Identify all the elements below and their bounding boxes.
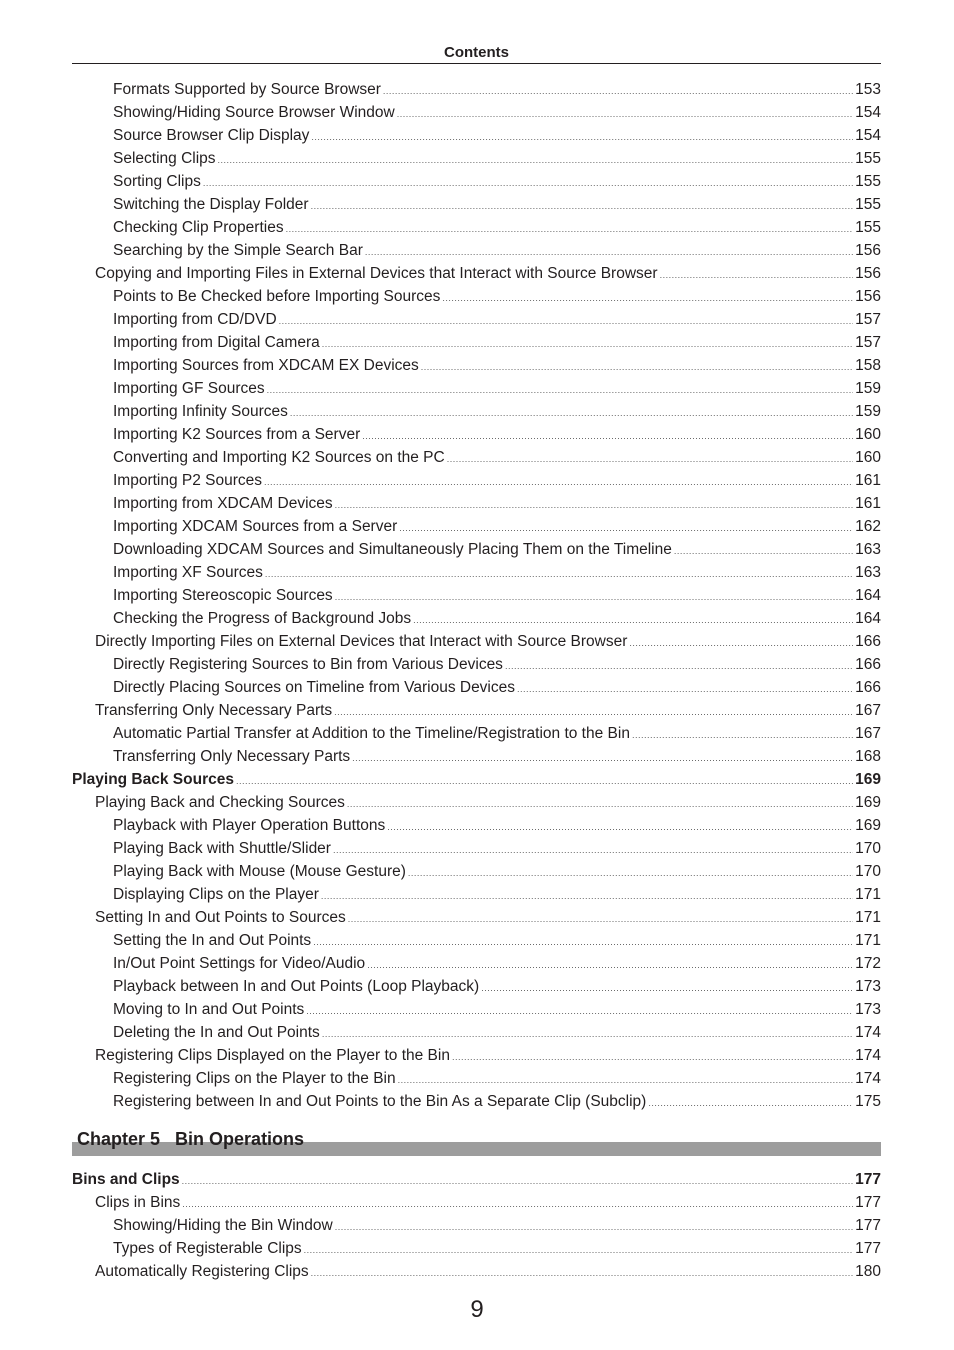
toc-topic-entry[interactable]: [72, 308, 881, 331]
toc-entry-page: 168: [855, 748, 881, 765]
dot-leader: [311, 126, 853, 149]
toc-entry-title: Showing/Hiding the Bin Window: [113, 1217, 333, 1234]
toc-topic-entry[interactable]: [72, 745, 881, 768]
dot-leader: [365, 241, 853, 264]
toc-section-entry[interactable]: [72, 768, 881, 791]
toc-entry-title: Bins and Clips: [72, 1171, 180, 1188]
toc-entry-page: 160: [855, 426, 881, 443]
header-rule: [72, 63, 881, 64]
dot-leader: [383, 80, 853, 103]
toc-entry-title: Importing Sources from XDCAM EX Devices: [113, 357, 419, 374]
toc-topic-entry[interactable]: [72, 1021, 881, 1044]
dot-leader: [408, 862, 853, 885]
toc-topic-entry[interactable]: [72, 423, 881, 446]
toc-entry-title: Displaying Clips on the Player: [113, 886, 319, 903]
toc-entry-page: 162: [855, 518, 881, 535]
dot-leader: [304, 1239, 853, 1262]
toc-entry-title: Moving to In and Out Points: [113, 1001, 305, 1018]
toc-entry-page: 173: [855, 978, 881, 995]
toc-entry-page: 157: [855, 311, 881, 328]
toc-entry-page: 155: [855, 150, 881, 167]
toc-subsection-entry[interactable]: [72, 699, 881, 722]
dot-leader: [452, 1046, 853, 1069]
toc-entry-title: Directly Registering Sources to Bin from Various Devices: [113, 656, 503, 673]
toc-entry-title: Importing from CD/DVD: [113, 311, 277, 328]
toc-topic-entry[interactable]: [72, 285, 881, 308]
toc-topic-entry[interactable]: [72, 446, 881, 469]
toc-entry-title: Searching by the Simple Search Bar: [113, 242, 363, 259]
toc-topic-entry[interactable]: [72, 814, 881, 837]
toc-topic-entry[interactable]: [72, 1090, 881, 1113]
dot-leader: [674, 540, 853, 563]
dot-leader: [333, 839, 853, 862]
dot-leader: [182, 1170, 853, 1193]
toc-subsection-entry[interactable]: [72, 1191, 881, 1214]
dot-leader: [387, 816, 853, 839]
toc-topic-entry[interactable]: [72, 170, 881, 193]
toc-entry-title: Importing from Digital Camera: [113, 334, 320, 351]
toc-entry-page: 166: [855, 656, 881, 673]
toc-entry-page: 167: [855, 702, 881, 719]
dot-leader: [362, 425, 853, 448]
toc-entry-title: Directly Placing Sources on Timeline from Various Devices: [113, 679, 516, 696]
dot-leader: [321, 885, 853, 908]
toc-entry-page: 156: [855, 265, 881, 282]
toc-entry-title: Playing Back and Checking Sources: [95, 794, 345, 811]
toc-entry-title: Playing Back with Shuttle/Slider: [113, 840, 331, 857]
toc-topic-entry[interactable]: [72, 561, 881, 584]
dot-leader: [218, 149, 854, 172]
toc-topic-entry[interactable]: [72, 147, 881, 170]
toc-entry-title: Directly Importing Files on External Devices that Interact with Source Browser: [95, 633, 628, 650]
toc-entry-title: Registering Clips on the Player to the Bin: [113, 1070, 396, 1087]
dot-leader: [398, 1069, 854, 1092]
toc-entry-page: 180: [855, 1263, 881, 1280]
dot-leader: [632, 724, 853, 747]
toc-topic-entry[interactable]: [72, 469, 881, 492]
toc-entry-title: Copying and Importing Files in External Devices that Interact with Source Browser: [95, 265, 658, 282]
toc-entry-page: 177: [855, 1217, 881, 1234]
dot-leader: [313, 931, 853, 954]
toc-entry-title: Selecting Clips: [113, 150, 216, 167]
toc-entry-title: Transferring Only Necessary Parts: [95, 702, 333, 719]
dot-leader: [505, 655, 853, 678]
toc-entry-page: 177: [855, 1171, 881, 1188]
toc-entry-title: Downloading XDCAM Sources and Simultaneously Placing Them on the Timeline: [113, 541, 672, 558]
toc-entry-title: Showing/Hiding Source Browser Window: [113, 104, 395, 121]
dot-leader: [481, 977, 853, 1000]
toc-entry-title: Sorting Clips: [113, 173, 201, 190]
toc-entry-title: Playback between In and Out Points (Loop Playback): [113, 978, 480, 995]
toc-entry-title: Registering between In and Out Points to the Bin As a Separate Clip (Subclip): [113, 1093, 647, 1110]
toc-entry-title: Importing XF Sources: [113, 564, 263, 581]
toc-entry-title: Converting and Importing K2 Sources on the PC: [113, 449, 445, 466]
dot-leader: [447, 448, 853, 471]
toc-entry-title: Importing XDCAM Sources from a Server: [113, 518, 398, 535]
toc-entry-page: 173: [855, 1001, 881, 1018]
toc-list-top: [72, 78, 881, 1113]
toc-subsection-entry[interactable]: [72, 630, 881, 653]
toc-topic-entry[interactable]: [72, 538, 881, 561]
dot-leader: [264, 471, 853, 494]
toc-subsection-entry[interactable]: [72, 791, 881, 814]
toc-entry-page: 161: [855, 495, 881, 512]
dot-leader: [290, 402, 853, 425]
toc-entry-page: 172: [855, 955, 881, 972]
toc-entry-page: 171: [855, 909, 881, 926]
dot-leader: [352, 747, 853, 770]
chapter-heading: [77, 1129, 304, 1150]
running-header: Contents: [444, 44, 509, 61]
toc-topic-entry[interactable]: [72, 722, 881, 745]
toc-entry-page: 175: [855, 1093, 881, 1110]
toc-topic-entry[interactable]: [72, 239, 881, 262]
dot-leader: [517, 678, 853, 701]
page-number: 9: [470, 1296, 484, 1323]
dot-leader: [335, 1216, 853, 1239]
dot-leader: [399, 517, 853, 540]
toc-entry-title: Playing Back Sources: [72, 771, 234, 788]
toc-entry-title: In/Out Point Settings for Video/Audio: [113, 955, 366, 972]
dot-leader: [203, 172, 853, 195]
toc-topic-entry[interactable]: [72, 78, 881, 101]
toc-topic-entry[interactable]: [72, 377, 881, 400]
toc-entry-page: 169: [855, 817, 881, 834]
dot-leader: [347, 793, 853, 816]
toc-entry-page: 159: [855, 403, 881, 420]
dot-leader: [648, 1092, 853, 1115]
toc-topic-entry[interactable]: [72, 929, 881, 952]
toc-entry-page: 166: [855, 679, 881, 696]
toc-topic-entry[interactable]: [72, 101, 881, 124]
toc-entry-page: 154: [855, 104, 881, 121]
toc-topic-entry[interactable]: [72, 676, 881, 699]
toc-topic-entry[interactable]: [72, 860, 881, 883]
toc-topic-entry[interactable]: [72, 653, 881, 676]
dot-leader: [335, 494, 853, 517]
dot-leader: [367, 954, 853, 977]
toc-topic-entry[interactable]: [72, 1067, 881, 1090]
toc-entry-title: Clips in Bins: [95, 1194, 181, 1211]
toc-topic-entry[interactable]: [72, 998, 881, 1021]
dot-leader: [335, 586, 853, 609]
toc-entry-page: 169: [855, 771, 881, 788]
dot-leader: [311, 1262, 853, 1285]
chapter-label: Chapter 5: [77, 1129, 161, 1149]
toc-entry-title: Importing K2 Sources from a Server: [113, 426, 361, 443]
toc-entry-title: Playing Back with Mouse (Mouse Gesture): [113, 863, 406, 880]
toc-entry-page: 167: [855, 725, 881, 742]
toc-entry-page: 170: [855, 863, 881, 880]
toc-entry-page: 174: [855, 1047, 881, 1064]
toc-entry-title: Source Browser Clip Display: [113, 127, 310, 144]
toc-topic-entry[interactable]: [72, 952, 881, 975]
dot-leader: [348, 908, 853, 931]
toc-entry-page: 155: [855, 219, 881, 236]
toc-topic-entry[interactable]: [72, 492, 881, 515]
dot-leader: [286, 218, 854, 241]
toc-topic-entry[interactable]: [72, 1237, 881, 1260]
dot-leader: [182, 1193, 853, 1216]
toc-entry-page: 153: [855, 81, 881, 98]
toc-topic-entry[interactable]: [72, 124, 881, 147]
toc-entry-title: Importing from XDCAM Devices: [113, 495, 333, 512]
toc-entry-page: 159: [855, 380, 881, 397]
toc-entry-page: 158: [855, 357, 881, 374]
toc-topic-entry[interactable]: [72, 515, 881, 538]
toc-entry-page: 161: [855, 472, 881, 489]
toc-entry-page: 174: [855, 1070, 881, 1087]
toc-entry-page: 170: [855, 840, 881, 857]
toc-section-entry[interactable]: [72, 1168, 881, 1191]
toc-entry-page: 166: [855, 633, 881, 650]
dot-leader: [397, 103, 853, 126]
toc-entry-page: 177: [855, 1194, 881, 1211]
toc-entry-title: Formats Supported by Source Browser: [113, 81, 381, 98]
toc-subsection-entry[interactable]: [72, 906, 881, 929]
toc-entry-page: 164: [855, 610, 881, 627]
dot-leader: [236, 770, 853, 793]
toc-entry-page: 171: [855, 932, 881, 949]
dot-leader: [442, 287, 853, 310]
dot-leader: [306, 1000, 853, 1023]
toc-entry-title: Automatic Partial Transfer at Addition to the Timeline/Registration to the Bin: [113, 725, 630, 742]
toc-topic-entry[interactable]: [72, 837, 881, 860]
toc-entry-title: Checking the Progress of Background Jobs: [113, 610, 412, 627]
dot-leader: [322, 1023, 853, 1046]
toc-entry-title: Playback with Player Operation Buttons: [113, 817, 386, 834]
dot-leader: [413, 609, 853, 632]
toc-entry-page: 177: [855, 1240, 881, 1257]
toc-entry-title: Importing Infinity Sources: [113, 403, 288, 420]
dot-leader: [265, 563, 853, 586]
toc-entry-title: Setting In and Out Points to Sources: [95, 909, 346, 926]
toc-entry-page: 163: [855, 564, 881, 581]
toc-entry-title: Setting the In and Out Points: [113, 932, 312, 949]
dot-leader: [421, 356, 853, 379]
toc-entry-page: 174: [855, 1024, 881, 1041]
toc-subsection-entry[interactable]: [72, 1044, 881, 1067]
toc-entry-page: 169: [855, 794, 881, 811]
toc-entry-title: Importing P2 Sources: [113, 472, 263, 489]
toc-entry-title: Points to Be Checked before Importing Sources: [113, 288, 441, 305]
toc-topic-entry[interactable]: [72, 584, 881, 607]
dot-leader: [660, 264, 854, 287]
toc-list-bottom: [72, 1168, 881, 1283]
toc-entry-title: Automatically Registering Clips: [95, 1263, 309, 1280]
dot-leader: [322, 333, 853, 356]
toc-topic-entry[interactable]: [72, 1214, 881, 1237]
toc-entry-title: Transferring Only Necessary Parts: [113, 748, 351, 765]
toc-entry-page: 157: [855, 334, 881, 351]
toc-entry-page: 160: [855, 449, 881, 466]
toc-entry-title: Deleting the In and Out Points: [113, 1024, 320, 1041]
dot-leader: [267, 379, 854, 402]
toc-topic-entry[interactable]: [72, 331, 881, 354]
toc-entry-title: Registering Clips Displayed on the Player to the Bin: [95, 1047, 450, 1064]
toc-entry-title: Importing GF Sources: [113, 380, 265, 397]
toc-topic-entry[interactable]: [72, 883, 881, 906]
toc-entry-page: 155: [855, 196, 881, 213]
toc-topic-entry[interactable]: [72, 216, 881, 239]
toc-entry-page: 171: [855, 886, 881, 903]
toc-subsection-entry[interactable]: [72, 262, 881, 285]
toc-entry-title: Checking Clip Properties: [113, 219, 284, 236]
toc-entry-page: 163: [855, 541, 881, 558]
dot-leader: [629, 632, 853, 655]
toc-subsection-entry[interactable]: [72, 1260, 881, 1283]
toc-topic-entry[interactable]: [72, 400, 881, 423]
toc-entry-title: Switching the Display Folder: [113, 196, 309, 213]
dot-leader: [334, 701, 853, 724]
toc-entry-page: 156: [855, 288, 881, 305]
dot-leader: [279, 310, 853, 333]
toc-entry-page: 155: [855, 173, 881, 190]
toc-topic-entry[interactable]: [72, 975, 881, 998]
chapter-title: Bin Operations: [175, 1129, 305, 1149]
toc-topic-entry[interactable]: [72, 193, 881, 216]
dot-leader: [311, 195, 854, 218]
toc-entry-title: Importing Stereoscopic Sources: [113, 587, 333, 604]
toc-entry-page: 154: [855, 127, 881, 144]
toc-entry-page: 156: [855, 242, 881, 259]
toc-entry-title: Types of Registerable Clips: [113, 1240, 302, 1257]
toc-topic-entry[interactable]: [72, 607, 881, 630]
toc-topic-entry[interactable]: [72, 354, 881, 377]
toc-entry-page: 164: [855, 587, 881, 604]
